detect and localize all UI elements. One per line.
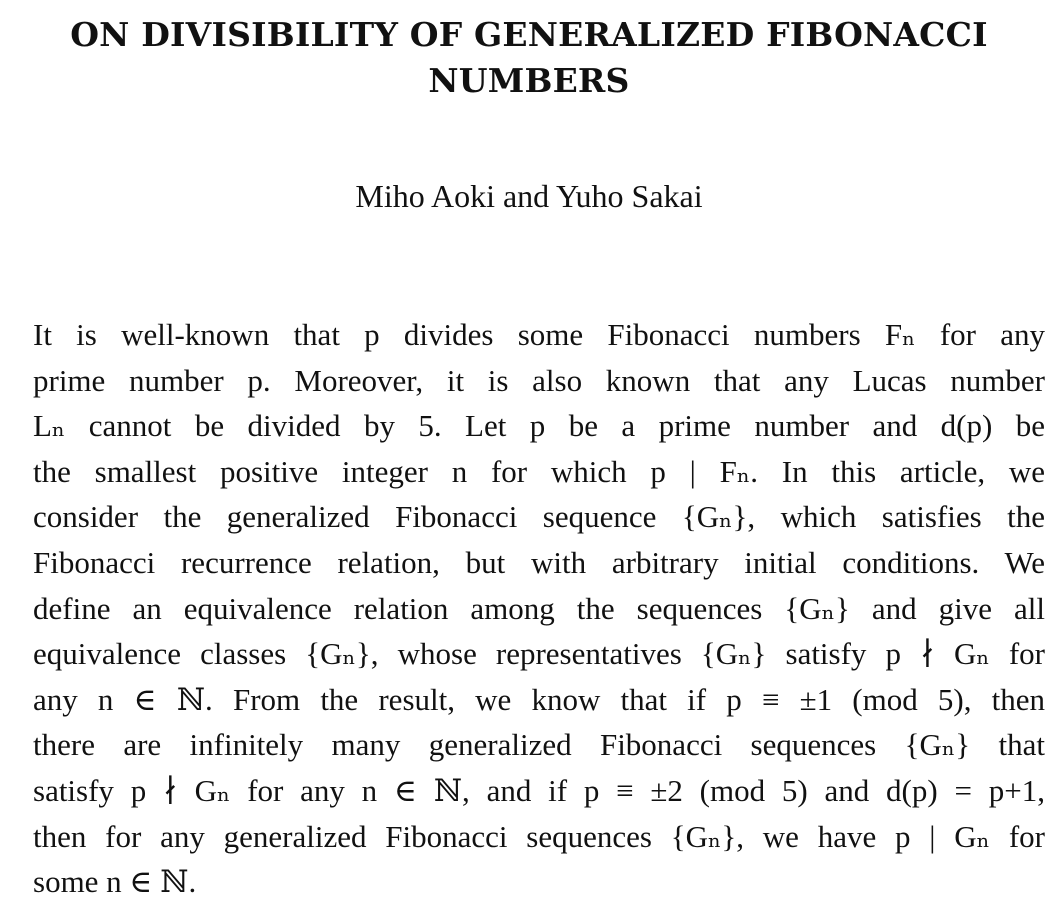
abstract-line-10: there are infinitely many generalized Fibonacci sequences {Gₙ} that (33, 727, 1045, 763)
abstract-line-9: any n ∈ ℕ. From the result, we know that if p ≡ ±1 (mod 5), then (33, 681, 1045, 717)
abstract-line-4: the smallest positive integer n for which p | Fₙ. In this article, we (33, 453, 1045, 489)
abstract-line-1: It is well-known that p divides some Fibonacci numbers Fₙ for any (33, 317, 1045, 352)
abstract-line-11: satisfy p ∤ Gₙ for any n ∈ ℕ, and if p ≡ ±2 (mod 5) and d(p) = p+1, (33, 772, 1045, 808)
abstract-line-2: prime number p. Moreover, it is also known that any Lucas number (33, 362, 1045, 398)
abstract (33, 312, 1045, 905)
title-line-1: ON DIVISIBILITY OF GENERALIZED FIBONACCI (70, 15, 988, 54)
abstract-line-13: some n ∈ ℕ. (33, 864, 197, 900)
abstract-line-5: consider the generalized Fibonacci sequence {Gₙ}, which satisfies the (33, 499, 1045, 535)
abstract-line-8: equivalence classes {Gₙ}, whose representatives {Gₙ} satisfy p ∤ Gₙ for (33, 636, 1045, 672)
abstract-line-6: Fibonacci recurrence relation, but with arbitrary initial conditions. We (33, 544, 1045, 580)
abstract-line-12: then for any generalized Fibonacci sequences {Gₙ}, we have p | Gₙ for (33, 818, 1045, 854)
paper-title (0, 12, 1058, 104)
title-line-2: NUMBERS (428, 61, 630, 100)
authors: Miho Aoki and Yuho Sakai (355, 178, 703, 214)
abstract-line-7: define an equivalence relation among the sequences {Gₙ} and give all (33, 590, 1045, 626)
abstract-line-3: Lₙ cannot be divided by 5. Let p be a prime number and d(p) be (33, 408, 1045, 444)
